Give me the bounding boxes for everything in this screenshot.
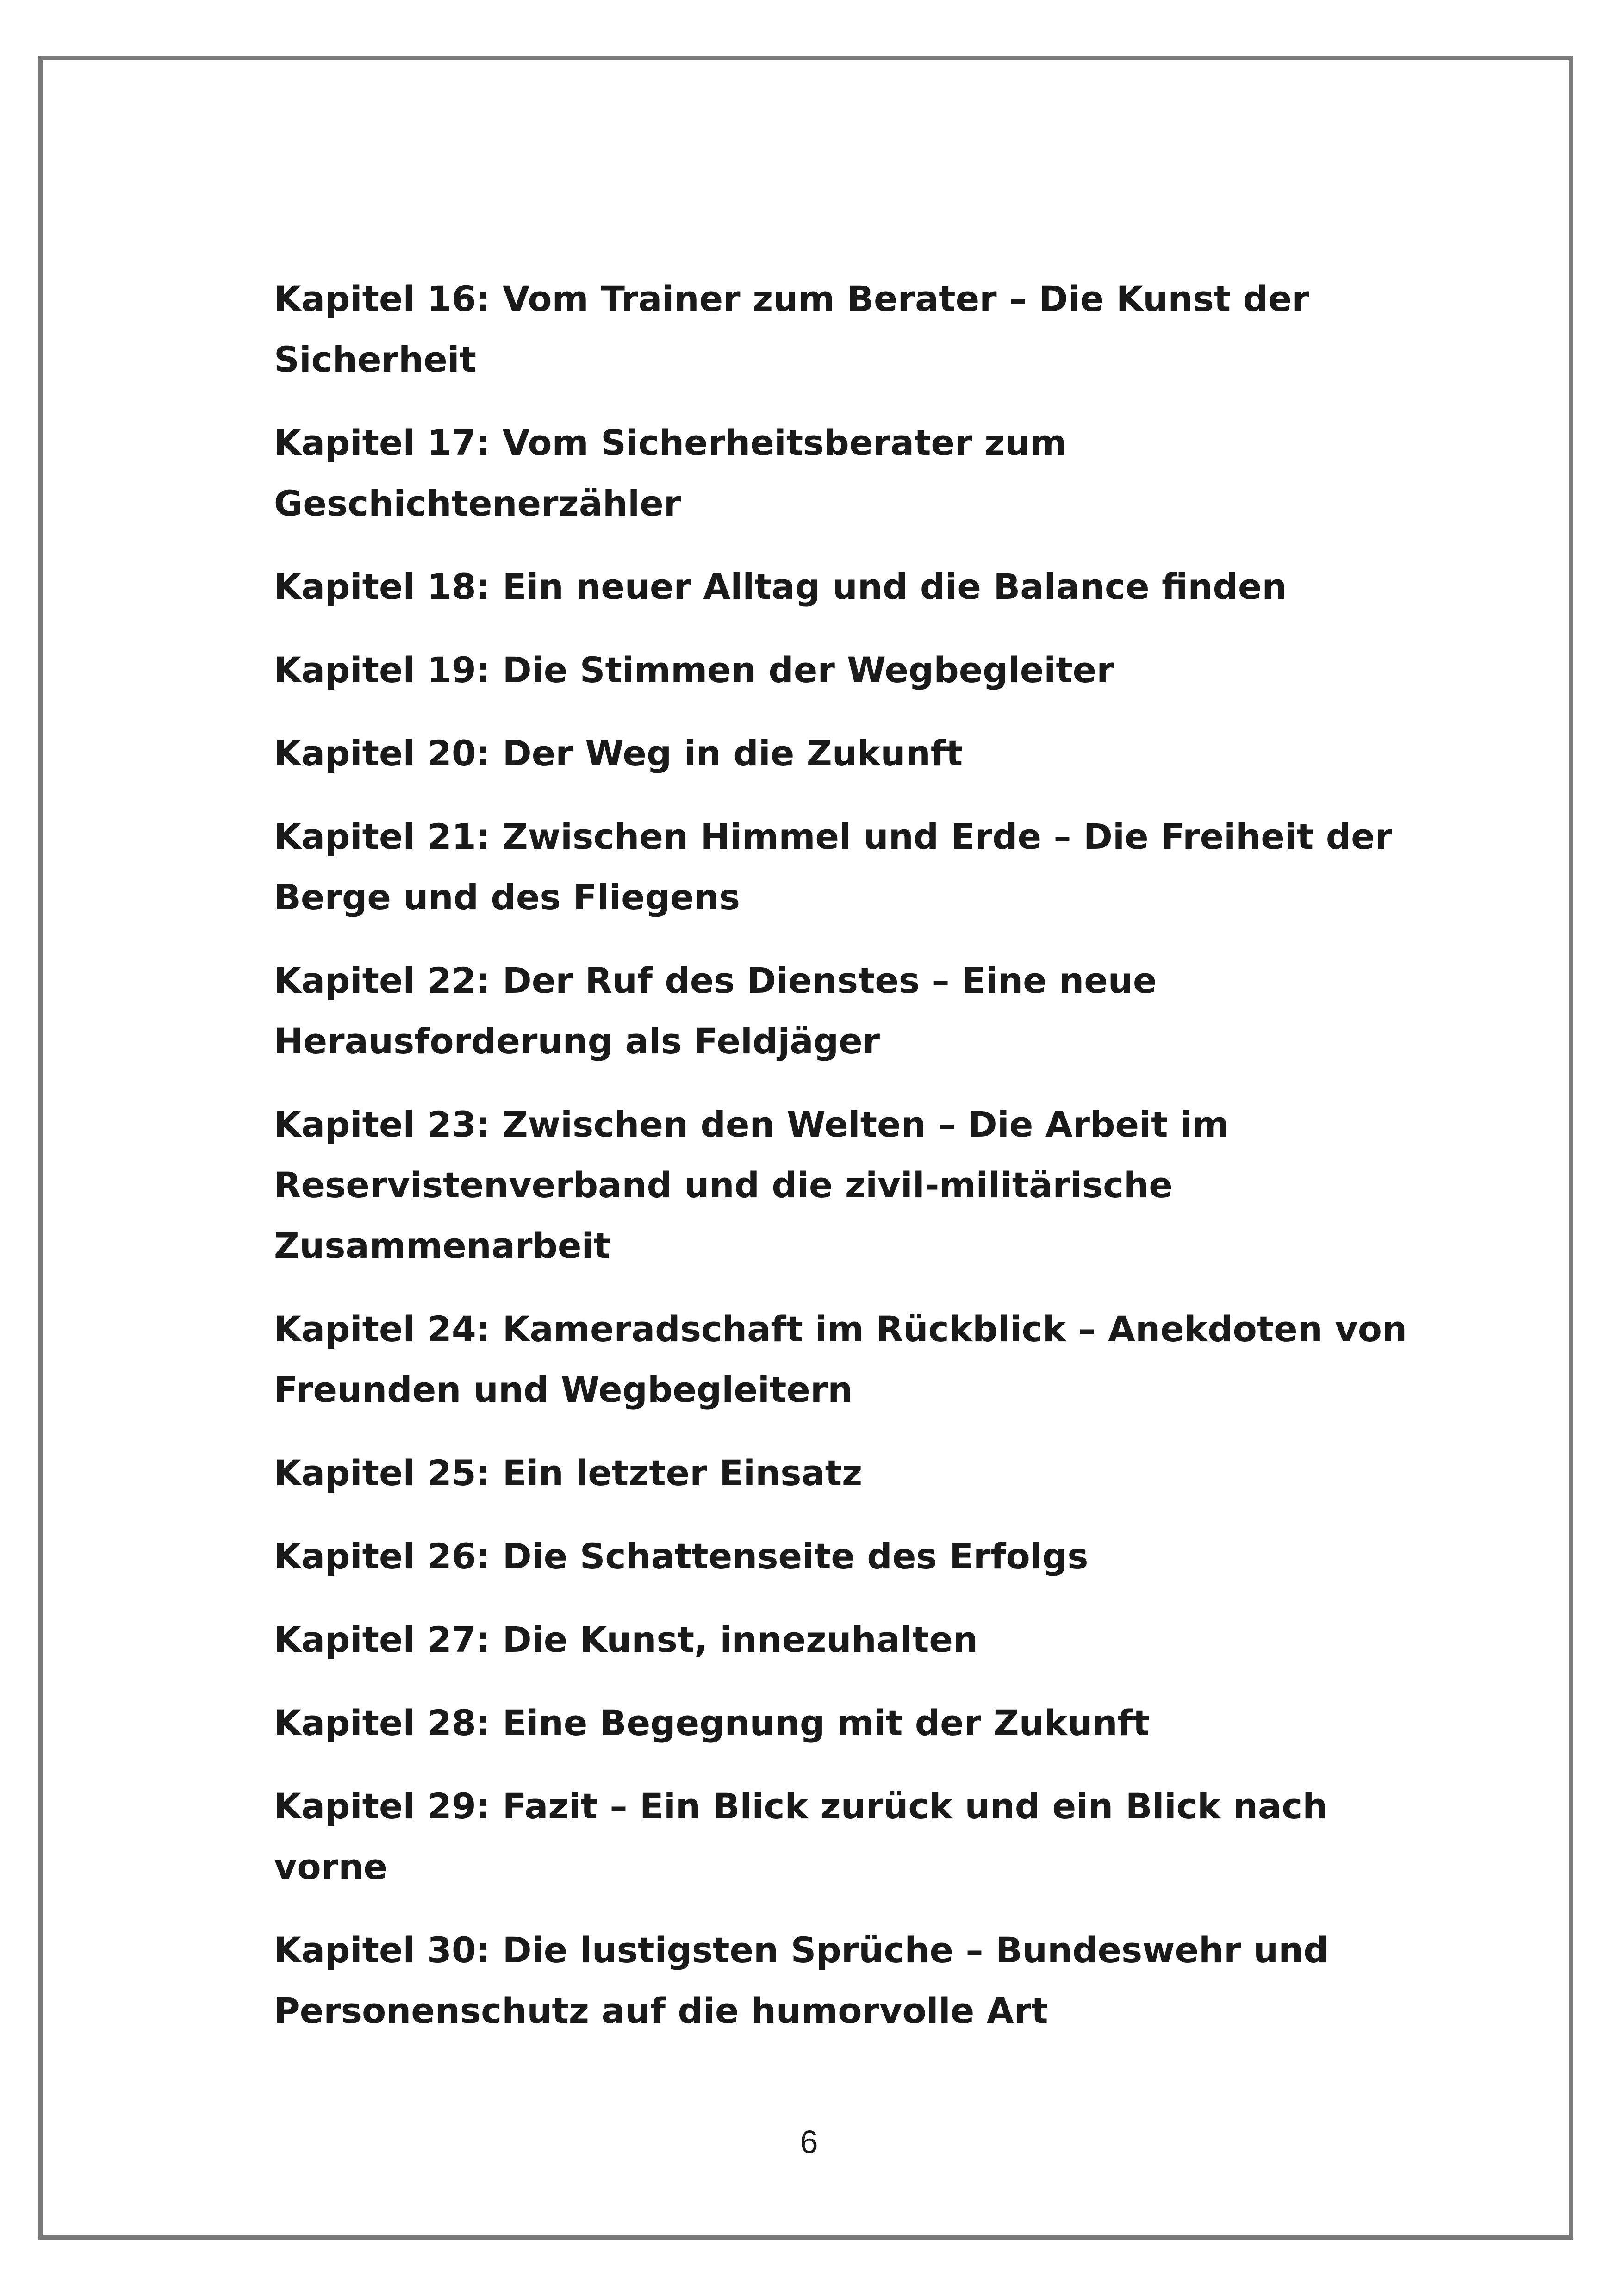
toc-entry-kapitel-23: Kapitel 23: Zwischen den Welten – Die Arbeit im Reservistenverband und die zivil-militärische Zusammenarbeit (274, 1104, 1229, 1266)
toc-entry-kapitel-22: Kapitel 22: Der Ruf des Dienstes – Eine neue Herausforderung als Feldjäger (274, 960, 1157, 1062)
toc-entry-kapitel-27: Kapitel 27: Die Kunst, innezuhalten (274, 1619, 978, 1660)
toc-entry-kapitel-29: Kapitel 29: Fazit – Ein Blick zurück und ein Blick nach vorne (274, 1786, 1328, 1887)
toc-entry-kapitel-25: Kapitel 25: Ein letzter Einsatz (274, 1452, 863, 1493)
toc-entry-kapitel-30: Kapitel 30: Die lustigsten Sprüche – Bundeswehr und Personenschutz auf die humorvolle Art (274, 1929, 1329, 2031)
toc-entry-kapitel-21: Kapitel 21: Zwischen Himmel und Erde – Die Freiheit der Berge und des Fliegens (274, 816, 1393, 918)
page-number: 6 (800, 2124, 818, 2160)
toc-entry-kapitel-26: Kapitel 26: Die Schattenseite des Erfolgs (274, 1536, 1089, 1577)
toc-entry-kapitel-19: Kapitel 19: Die Stimmen der Wegbegleiter (274, 649, 1114, 691)
toc-entry-kapitel-17: Kapitel 17: Vom Sicherheitsberater zum Geschichtenerzähler (274, 422, 1067, 524)
table-of-contents (274, 268, 1422, 2064)
toc-entry-kapitel-20: Kapitel 20: Der Weg in die Zukunft (274, 733, 963, 774)
toc-entry-kapitel-16: Kapitel 16: Vom Trainer zum Berater – Die Kunst der Sicherheit (274, 278, 1309, 380)
toc-entry-kapitel-28: Kapitel 28: Eine Begegnung mit der Zukunft (274, 1702, 1150, 1743)
toc-entry-kapitel-24: Kapitel 24: Kameradschaft im Rückblick – Anekdoten von Freunden und Wegbegleitern (274, 1308, 1407, 1410)
toc-entry-kapitel-18: Kapitel 18: Ein neuer Alltag und die Balance finden (274, 566, 1287, 607)
